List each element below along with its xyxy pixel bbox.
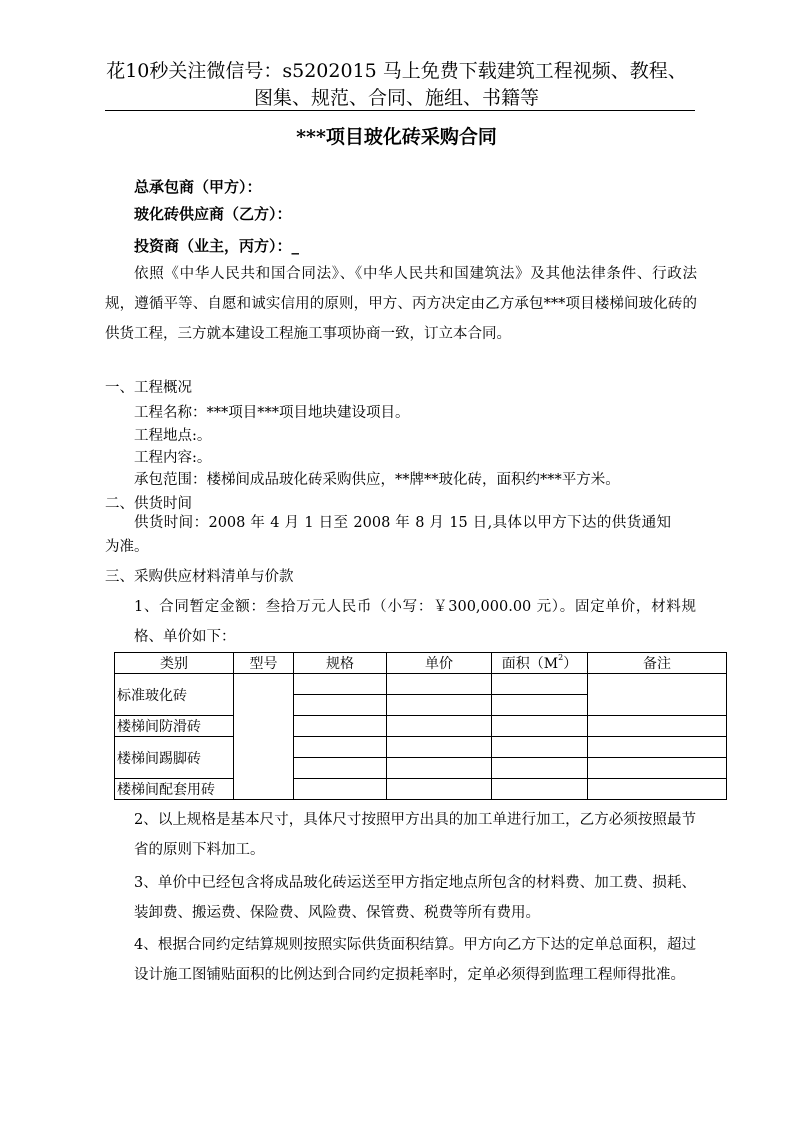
price-cell [387,779,492,800]
header-area-sup: 2 [558,653,564,662]
item-3-text: 3、单价中已经包含将成品玻化砖运送至甲方指定地点所包含的材料费、加工费、损耗、装卸费、搬运费、保险费、风险费、保管费、税费等所有费用。 [134,875,696,921]
table-header-row [115,653,727,674]
price-cell [387,695,492,716]
price-cell [387,737,492,758]
header-unit-price: 单价 [387,653,492,674]
header-line-1: 花10秒关注微信号：s5202015 马上免费下载建筑工程视频、教程、 [106,60,687,82]
spec-cell [294,674,387,695]
price-cell [387,758,492,779]
section-2-heading: 二、供货时间 [105,496,192,512]
header-category: 类别 [115,653,234,674]
contract-title: ***项目玻化砖采购合同 [296,126,497,148]
supply-time-text: 供货时间：2008 年 4 月 1 日至 2008 年 8 月 15 日,具体以甲方下达的供货通知为准。 [105,515,671,555]
header-spec: 规格 [294,653,387,674]
remarks-cell [588,674,727,716]
remarks-cell [588,779,727,800]
header-line-2: 图集、规范、合同、施组、书籍等 [253,87,539,109]
header-remarks: 备注 [588,653,727,674]
item-1-content: 1、合同暂定金额：叁拾万元人民币（小写：￥300,000.00 元）。固定单价，材料规格、单价如下： [134,599,696,645]
material-price-table [114,652,727,800]
category-cell: 标准玻化砖 [115,674,234,716]
header-model: 型号 [234,653,294,674]
remarks-cell [588,737,727,758]
header-area-close: ） [563,656,578,672]
preamble-paragraph: 依照《中华人民共和国合同法》、《中华人民共和国建筑法》及其他法律条件、行政法规，遵循平等、自愿和诚实信用的原则，甲方、丙方决定由乙方承包***项目楼梯间玻化砖的供货工程，三方就本建设工程施工事项协商一致，订立本合同。 [105,266,697,342]
remarks-cell [588,716,727,737]
spec-cell [294,737,387,758]
model-cell [234,674,294,800]
area-cell [492,695,588,716]
area-cell [492,674,588,695]
area-cell [492,737,588,758]
remarks-cell [588,758,727,779]
header-area-label: 面积（M [501,656,559,672]
area-cell [492,758,588,779]
spec-cell [294,758,387,779]
header-area [492,653,588,674]
header-divider [105,110,695,111]
item-1-text [134,592,696,652]
area-cell [492,716,588,737]
party-b-label: 玻化砖供应商（乙方）： [134,205,292,223]
party-c-label: 投资商（业主，丙方）：_ [134,237,300,255]
spec-cell [294,695,387,716]
party-a-label: 总承包商（甲方）： [134,178,262,196]
table-row [115,737,727,758]
spec-cell [294,779,387,800]
project-location: 工程地点:。 [134,428,212,444]
item-2-text: 2、以上规格是基本尺寸，具体尺寸按照甲方出具的加工单进行加工，乙方必须按照最节省的原则下料加工。 [134,812,696,858]
category-cell: 楼梯间踢脚砖 [115,737,234,779]
table-row [115,716,727,737]
table-row [115,674,727,695]
category-cell: 楼梯间防滑砖 [115,716,234,737]
project-content: 工程内容:。 [134,450,212,466]
spec-cell [294,716,387,737]
category-cell: 楼梯间配套用砖 [115,779,234,800]
item-4-text: 4、根据合同约定结算规则按照实际供货面积结算。甲方向乙方下达的定单总面积，超过设计施工图铺贴面积的比例达到合同约定损耗率时，定单必须得到监理工程师得批准。 [134,937,696,983]
section-3-heading: 三、采购供应材料清单与价款 [105,569,294,585]
area-cell [492,779,588,800]
project-name: 工程名称：***项目***项目地块建设项目。 [134,405,410,421]
section-1-heading: 一、工程概况 [105,380,192,396]
price-cell [387,674,492,695]
table-row [115,779,727,800]
price-cell [387,716,492,737]
contract-scope: 承包范围：楼梯间成品玻化砖采购供应，**牌**玻化砖，面积约***平方米。 [134,472,620,488]
